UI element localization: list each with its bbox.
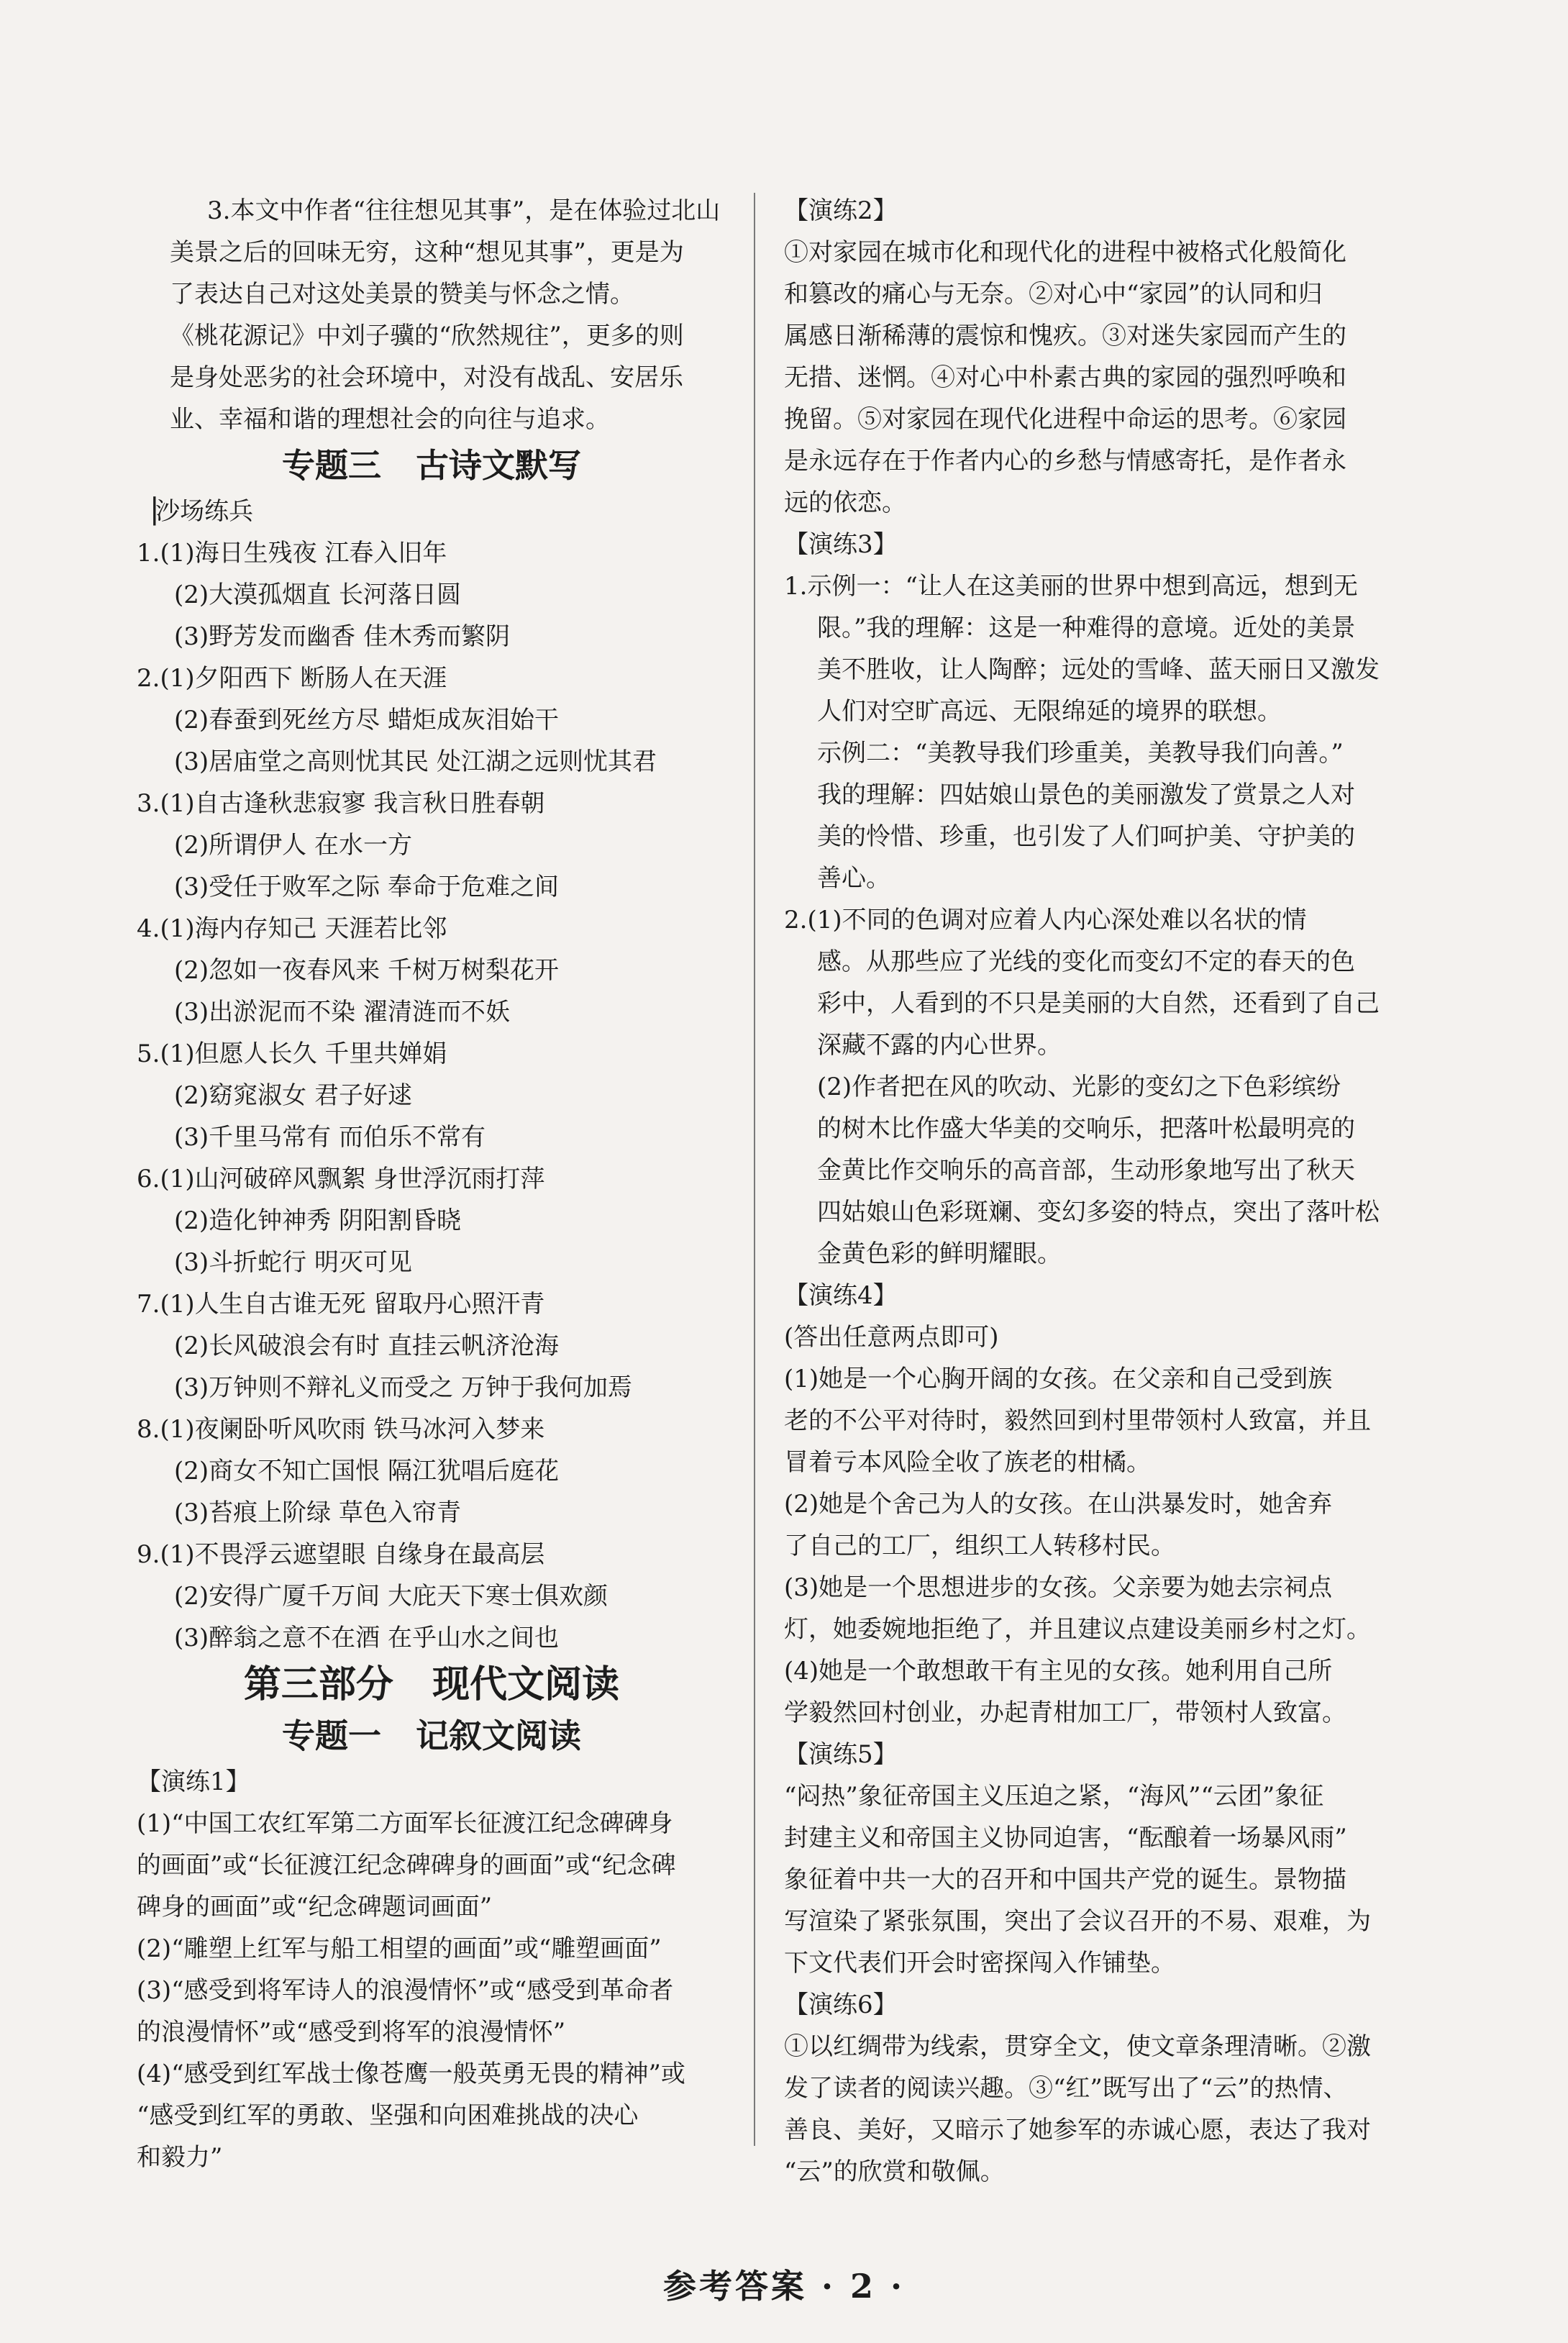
text-line: 2.(1)夕阳西下 断肠人在天涯	[137, 664, 447, 693]
text-line: 封建主义和帝国主义协同迫害，“酝酿着一场暴风雨”	[784, 1824, 1347, 1852]
text-line: 学毅然回村创业，办起青柑加工厂，带领村人致富。	[784, 1698, 1346, 1727]
text-line: 写渲染了紧张氛围，突出了会议召开的不易、艰难，为	[784, 1907, 1371, 1936]
column-divider	[754, 193, 755, 2146]
text-line: 灯，她委婉地拒绝了，并且建议点建设美丽乡村之灯。	[784, 1615, 1371, 1644]
text-line: 善良、美好，又暗示了她参军的赤诚心愿，表达了我对	[784, 2116, 1371, 2144]
text-line: ①以红绸带为线索，贯穿全文，使文章条理清晰。②激	[784, 2032, 1371, 2061]
text-line: 深藏不露的内心世界。	[817, 1031, 1062, 1060]
text-line: (答出任意两点即可)	[784, 1323, 999, 1352]
text-line: 8.(1)夜阑卧听风吹雨 铁马冰河入梦来	[137, 1415, 545, 1444]
text-line: 2.(1)不同的色调对应着人内心深处难以名状的情	[784, 906, 1307, 934]
text-line: 了自己的工厂，组织工人转移村民。	[784, 1532, 1175, 1560]
drill2-label: 【演练2】	[784, 196, 898, 225]
drill3-label: 【演练3】	[784, 530, 898, 559]
drill2-answers	[784, 232, 1410, 524]
drill4-label: 【演练4】	[784, 1281, 898, 1310]
text-line: (3)苔痕上阶绿 草色入帘青	[174, 1498, 461, 1527]
text-line: 美不胜收，让人陶醉；远处的雪峰、蓝天丽日又激发	[817, 655, 1380, 684]
text-line: (2)作者把在风的吹动、光影的变幻之下色彩缤纷	[817, 1073, 1341, 1101]
topic1-title: 专题一 记叙文阅读	[281, 1716, 582, 1755]
text-line: (4)“感受到红军战士像苍鹰一般英勇无畏的精神”或	[137, 2060, 685, 2088]
text-line: 金黄比作交响乐的高音部，生动形象地写出了秋天	[817, 1156, 1355, 1185]
text-line: 下文代表们开会时密探闯入作铺垫。	[784, 1949, 1175, 1978]
text-line: (3)“感受到将军诗人的浪漫情怀”或“感受到革命者	[137, 1976, 674, 2005]
text-line: 挽留。⑤对家园在现代化进程中命运的思考。⑥家园	[784, 405, 1346, 434]
page-footer	[0, 2260, 1568, 2308]
text-line: (3)醉翁之意不在酒 在乎山水之间也	[174, 1624, 559, 1652]
text-line: 人们对空旷高远、无限绵延的境界的联想。	[817, 697, 1282, 726]
left-column	[137, 190, 726, 2178]
text-line: 和篡改的痛心与无奈。②对心中“家园”的认同和归	[784, 280, 1323, 309]
drill5-answers	[784, 1775, 1410, 1984]
footer-text: 参考答案	[662, 2267, 807, 2306]
text-line: 我的理解：四姑娘山景色的美丽激发了赏景之人对	[817, 781, 1355, 809]
text-line: 7.(1)人生自古谁无死 留取丹心照汗青	[137, 1290, 545, 1319]
text-line: 冒着亏本风险全收了族老的柑橘。	[784, 1448, 1151, 1477]
text-line: (3)万钟则不辩礼义而受之 万钟于我何加焉	[174, 1373, 632, 1402]
text-line: 感。从那些应了光线的变化而变幻不定的春天的色	[817, 947, 1355, 976]
text-line: 四姑娘山色彩斑斓、变幻多姿的特点，突出了落叶松	[817, 1198, 1380, 1227]
text-line: 属感日渐稀薄的震惊和愧疚。③对迷失家园而产生的	[784, 322, 1346, 350]
text-line: 善心。	[817, 864, 890, 893]
text-line: 和毅力”	[137, 2143, 223, 2172]
text-line: 业、幸福和谐的理想社会的向往与追求。	[170, 405, 610, 434]
text-line: “感受到红军的勇敢、坚强和向困难挑战的决心	[137, 2101, 639, 2130]
text-line: 金黄色彩的鲜明耀眼。	[817, 1239, 1062, 1268]
text-line: 3.本文中作者“往往想见其事”，是在体验过北山	[207, 196, 721, 225]
drill1-answers	[137, 1803, 726, 2178]
text-line: (2)忽如一夜春风来 千树万树梨花开	[174, 956, 559, 985]
text-line: 限。”我的理解：这是一种难得的意境。近处的美景	[817, 614, 1356, 642]
text-line: 美景之后的回味无穷，这种“想见其事”，更是为	[170, 238, 684, 267]
text-line: (3)受任于败军之际 奉命于危难之间	[174, 873, 559, 901]
text-line: (2)所谓伊人 在水一方	[174, 831, 412, 860]
text-line: ①对家园在城市化和现代化的进程中被格式化般简化	[784, 238, 1346, 267]
text-line: 的树木比作盛大华美的交响乐，把落叶松最明亮的	[817, 1114, 1355, 1143]
text-line: (2)大漠孤烟直 长河落日圆	[174, 581, 461, 609]
text-line: (2)“雕塑上红军与船工相望的画面”或“雕塑画面”	[137, 1934, 662, 1963]
text-line: “闷热”象征帝国主义压迫之紧，“海风”“云团”象征	[784, 1782, 1324, 1811]
text-line: 《桃花源记》中刘子骥的“欣然规往”，更多的则	[170, 322, 684, 350]
text-line: (3)千里马常有 而伯乐不常有	[174, 1123, 486, 1152]
drill4-answers	[784, 1316, 1410, 1734]
text-line: (1)她是一个心胸开阔的女孩。在父亲和自己受到族	[784, 1365, 1333, 1393]
drill6-answers	[784, 2026, 1410, 2193]
drill5-label: 【演练5】	[784, 1740, 898, 1769]
text-line: (2)窈窕淑女 君子好逑	[174, 1081, 412, 1110]
text-line: 3.(1)自古逢秋悲寂寥 我言秋日胜春朝	[137, 789, 545, 818]
text-line: (2)安得广厦千万间 大庇天下寒士俱欢颜	[174, 1582, 608, 1611]
text-line: (2)商女不知亡国恨 隔江犹唱后庭花	[174, 1457, 559, 1486]
text-line: (2)长风破浪会有时 直挂云帆济沧海	[174, 1332, 559, 1360]
text-line: 老的不公平对待时，毅然回到村里带领村人致富，并且	[784, 1406, 1371, 1435]
drill1-label: 【演练1】	[137, 1768, 250, 1796]
text-line: (2)她是个舍己为人的女孩。在山洪暴发时，她舍弃	[784, 1490, 1333, 1519]
text-line: 的浪漫情怀”或“感受到将军的浪漫情怀”	[137, 2018, 566, 2047]
text-line: 6.(1)山河破碎风飘絮 身世浮沉雨打萍	[137, 1165, 545, 1193]
text-line: 了表达自己对这处美景的赞美与怀念之情。	[170, 280, 634, 309]
text-line: 碑身的画面”或“纪念碑题词画面”	[137, 1893, 493, 1921]
text-line: (3)出淤泥而不染 濯清涟而不妖	[174, 998, 510, 1027]
text-line: 美的怜惜、珍重，也引发了人们呵护美、守护美的	[817, 822, 1355, 851]
text-line: (3)野芳发而幽香 佳木秀而繁阴	[174, 622, 510, 651]
text-line: 发了读者的阅读兴趣。③“红”既写出了“云”的热情、	[784, 2074, 1348, 2103]
text-line: (2)造化钟神秀 阴阳割昏晓	[174, 1206, 461, 1235]
intro-paragraph	[137, 190, 726, 440]
drill-label: ▕沙场练兵	[137, 497, 254, 526]
footer-dot: ·	[821, 2267, 850, 2306]
text-line: 彩中，人看到的不只是美丽的大自然，还看到了自己	[817, 989, 1380, 1018]
footer-dot: ·	[890, 2267, 906, 2306]
text-line: 是身处恶劣的社会环境中，对没有战乱、安居乐	[170, 363, 683, 392]
text-line: 5.(1)但愿人长久 千里共婵娟	[137, 1039, 447, 1068]
text-line: 1.(1)海日生残夜 江春入旧年	[137, 539, 447, 568]
text-line: (4)她是一个敢想敢干有主见的女孩。她利用自己所	[784, 1657, 1333, 1685]
drill-label-text: 沙场练兵	[155, 497, 254, 526]
drill3-answers	[784, 565, 1410, 1275]
text-line: 远的依恋。	[784, 488, 906, 517]
text-line: 示例二：“美教导我们珍重美，美教导我们向善。”	[817, 739, 1344, 768]
text-line: (2)春蚕到死丝方尽 蜡炬成灰泪始干	[174, 706, 559, 734]
text-line: (3)斗折蛇行 明灭可见	[174, 1248, 412, 1277]
right-column	[784, 190, 1410, 2193]
section3-title: 专题三 古诗文默写	[281, 446, 582, 485]
text-line: 9.(1)不畏浮云遮望眼 自缘身在最高层	[137, 1540, 545, 1569]
text-line: 的画面”或“长征渡江纪念碑碑身的画面”或“纪念碑	[137, 1851, 676, 1880]
text-line: “云”的欣赏和敬佩。	[784, 2157, 1005, 2186]
page-number: 2	[850, 2267, 877, 2306]
text-line: 是永远存在于作者内心的乡愁与情感寄托，是作者永	[784, 447, 1346, 476]
poem-answers	[137, 532, 726, 1659]
part3-title: 第三部分 现代文阅读	[243, 1662, 620, 1706]
drill6-label: 【演练6】	[784, 1991, 898, 2019]
text-line: 1.示例一：“让人在这美丽的世界中想到高远，想到无	[784, 572, 1358, 601]
text-line: 4.(1)海内存知己 天涯若比邻	[137, 914, 447, 943]
text-line: (3)居庙堂之高则忧其民 处江湖之远则忧其君	[174, 747, 657, 776]
text-line: (3)她是一个思想进步的女孩。父亲要为她去宗祠点	[784, 1573, 1333, 1602]
text-line: 无措、迷惘。④对心中朴素古典的家园的强烈呼唤和	[784, 363, 1346, 392]
text-line: (1)“中国工农红军第二方面军长征渡江纪念碑碑身	[137, 1809, 673, 1838]
text-line: 象征着中共一大的召开和中国共产党的诞生。景物描	[784, 1865, 1346, 1894]
